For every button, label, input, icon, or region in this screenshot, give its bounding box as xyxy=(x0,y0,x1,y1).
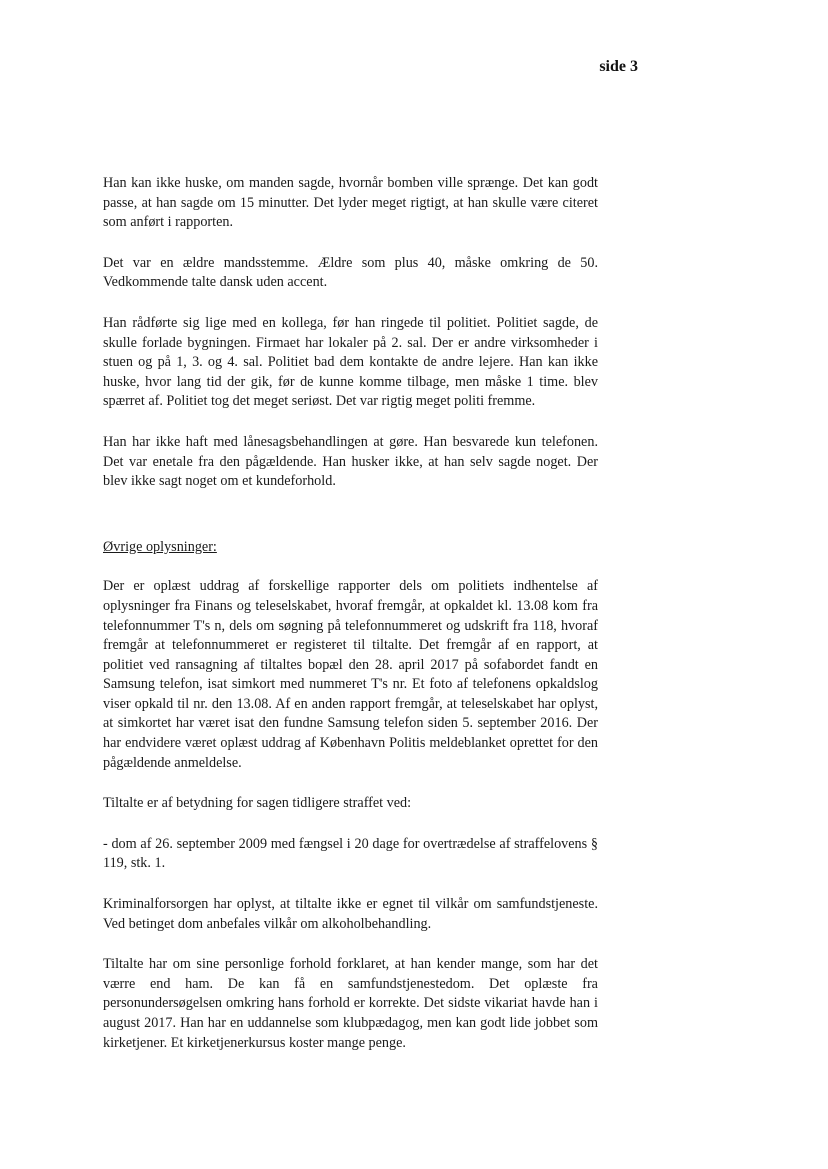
paragraph-bomb-timing: Han kan ikke huske, om manden sagde, hvornår bomben ville sprænge. Det kan godt passe, at han sagde om 15 minutter. Det lyder meget rigtigt, at han skulle være citeret som anført i rapporten. xyxy=(103,175,598,231)
paragraph-voice-description: Det var en ældre mandsstemme. Ældre som plus 40, måske omkring de 50. Vedkommende talte dansk uden accent. xyxy=(103,254,598,291)
paragraph-probation-service: Kriminalforsorgen har oplyst, at tiltalte ikke er egnet til vilkår om samfundstjeneste. Ved betinget dom anbefales vilkår om alkoholbehandling. xyxy=(103,896,598,932)
paragraph-prior-convictions-intro: Tiltalte er af betydning for sagen tidligere straffet ved: xyxy=(103,795,412,812)
paragraph-phone-call: Han har ikke haft med lånesagsbehandlingen at gøre. Han besvarede kun telefonen. Det var enetale fra den pågældende. Han husker ikke, at han selv sagde noget. Der blev ikke sagt noget om et kundeforhold. xyxy=(103,433,598,490)
page-number: side 3 xyxy=(599,58,638,75)
paragraph-reports: Der er oplæst uddrag af forskellige rapporter dels om politiets indhentelse af oplysninger fra Finans og teleselskabet, hvoraf fremgår, at opkaldet kl. 13.08 kom fra telefonnummer T's n, dels om søgning på telefonnummeret og udskrift fra 118, hvoraf fremgår at telefonnummeret er registeret til tiltalte. Det fremgår af en rapport, at politiet ved ransagning af tiltaltes bopæl den 28. april 2017 på sofabordet fandt en Samsung telefon, isat simkort med nummeret T's nr. Et foto af telefonens opkaldslog viser opkald til nr. den 13.08. Af en anden rapport fremgår, at teleselskabet har oplyst, at simkortet har været isat den fundne Samsung telefon siden 5. september 2016. Der har endvidere været oplæst uddrag af København Politis meldeblanket oprettet for den pågældende anmeldelse. xyxy=(103,578,598,771)
paragraph-personal-circumstances: Tiltalte har om sine personlige forhold forklaret, at han kender mange, som har det værre end ham. De kan få en samfundstjenestedom. Det oplæste fra personundersøgelsen omkring hans forhold er korrekte. Det sidste vikariat havde han i august 2017. Han har en uddannelse som klubpædagog, men kan godt lide jobbet som kirketjener. Et kirketjenerkursus koster mange penge. xyxy=(103,956,598,1051)
document-body xyxy=(103,174,598,1074)
paragraph-prior-conviction: - dom af 26. september 2009 med fængsel i 20 dage for overtrædelse af straffelovens § 119, stk. 1. xyxy=(103,835,598,872)
section-heading: Øvrige oplysninger: xyxy=(103,538,217,555)
paragraph-evacuation: Han rådførte sig lige med en kollega, før han ringede til politiet. Politiet sagde, de skulle forlade bygningen. Firmaet har lokaler på 2. sal. Der er andre virksomheder i stuen og på 1, 3. og 4. sal. Politiet bad dem kontakte de andre lejere. Han kan ikke huske, hvor lang tid der gik, før de kunne komme tilbage, men måske 1 time. blev spærret af. Politiet tog det meget seriøst. Det var rigtig meget politi fremme. xyxy=(103,314,598,410)
